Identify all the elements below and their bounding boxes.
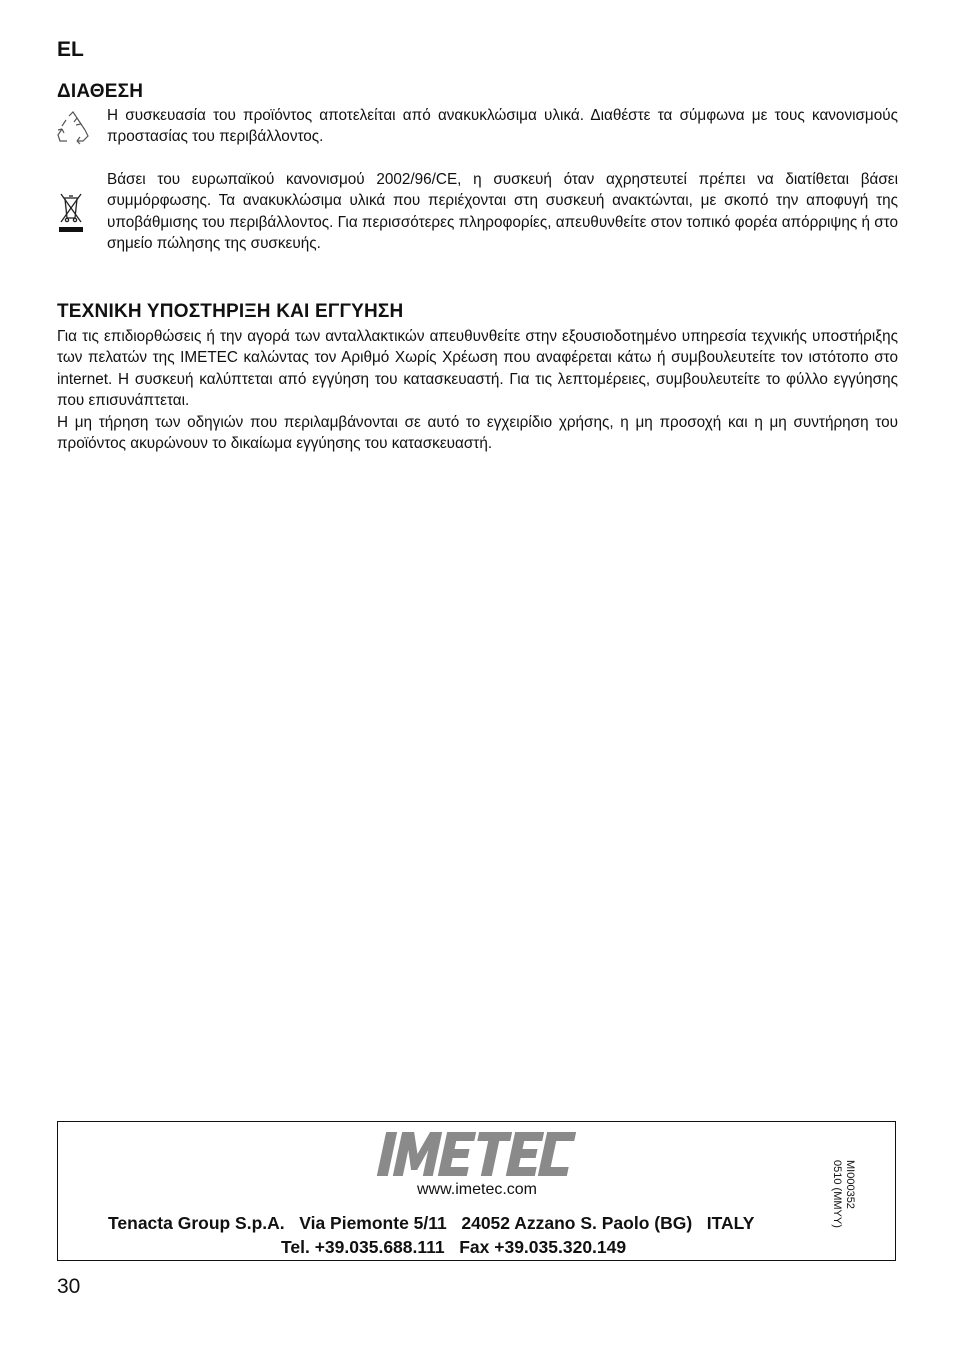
doc-code: MI000352 [844, 1160, 856, 1209]
support-warranty-heading: ΤΕΧΝΙΚΗ ΥΠΟΣΤΗΡΙΞΗ ΚΑΙ ΕΓΓΥΗΣΗ [57, 301, 404, 322]
language-code: EL [57, 38, 84, 61]
recycle-icon [55, 110, 91, 146]
company-contact: Tel. +39.035.688.111 Fax +39.035.320.149 [281, 1237, 627, 1257]
page-number: 30 [57, 1275, 81, 1298]
weee-crossed-bin-icon [57, 190, 85, 234]
document-code [830, 1160, 856, 1280]
support-paragraph-1: Για τις επιδιορθώσεις ή την αγορά των ανταλλακτικών απευθυνθείτε στην εξουσιοδοτημένο υπηρεσία τεχνικής υποστήριξης των πελατών της IMETEC καλώντας τον Αριθμό Χωρίς Χρέωση που αναφέρεται κάτω ή συμβουλευτείτε τον ιστότοπο στο internet. Η συσκευή καλύπτεται από εγγύηση του κατασκευαστή. Για τις λεπτομέρειες, συμβουλευτείτε το φύλλο εγγύησης που επισυνάπτεται. [57, 328, 898, 409]
date-code: 0510 (MMYY) [831, 1160, 843, 1228]
imetec-logo [375, 1128, 581, 1182]
disposal-heading: ΔΙΑΘΕΣΗ [57, 81, 144, 102]
support-paragraph-2: Η μη τήρηση των οδηγιών που περιλαμβάνονται σε αυτό το εγχειρίδιο χρήσης, η μη προσοχή και η μη συντήρηση του προϊόντος ακυρώνουν το δικαίωμα εγγύησης του κατασκευαστή. [57, 414, 898, 453]
website-url: www.imetec.com [416, 1181, 538, 1198]
packaging-disposal-text: Η συσκευασία του προϊόντος αποτελείται από ανακυκλώσιμα υλικά. Διαθέστε τα σύμφωνα με τους κανονισμούς προστασίας του περιβάλλοντος. [107, 107, 898, 146]
company-address: Tenacta Group S.p.A. Via Piemonte 5/11 24052 Azzano S. Paolo (BG) ITALY [108, 1213, 755, 1233]
weee-disposal-text: Βάσει του ευρωπαϊκού κανονισμού 2002/96/CE, η συσκευή όταν αχρηστευτεί πρέπει να διατίθεται βάσει συμμόρφωσης. Τα ανακυκλώσιμα υλικά που περιέχονται στη συσκευή ανακτώνται, με σκοπό την αποφυγή της υποβάθμισης του περιβάλλοντος. Για περισσότερες πληροφορίες, απευθυνθείτε στον τοπικό φορέα απόρριψης ή στο σημείο πώλησης της συσκευής. [107, 171, 898, 252]
